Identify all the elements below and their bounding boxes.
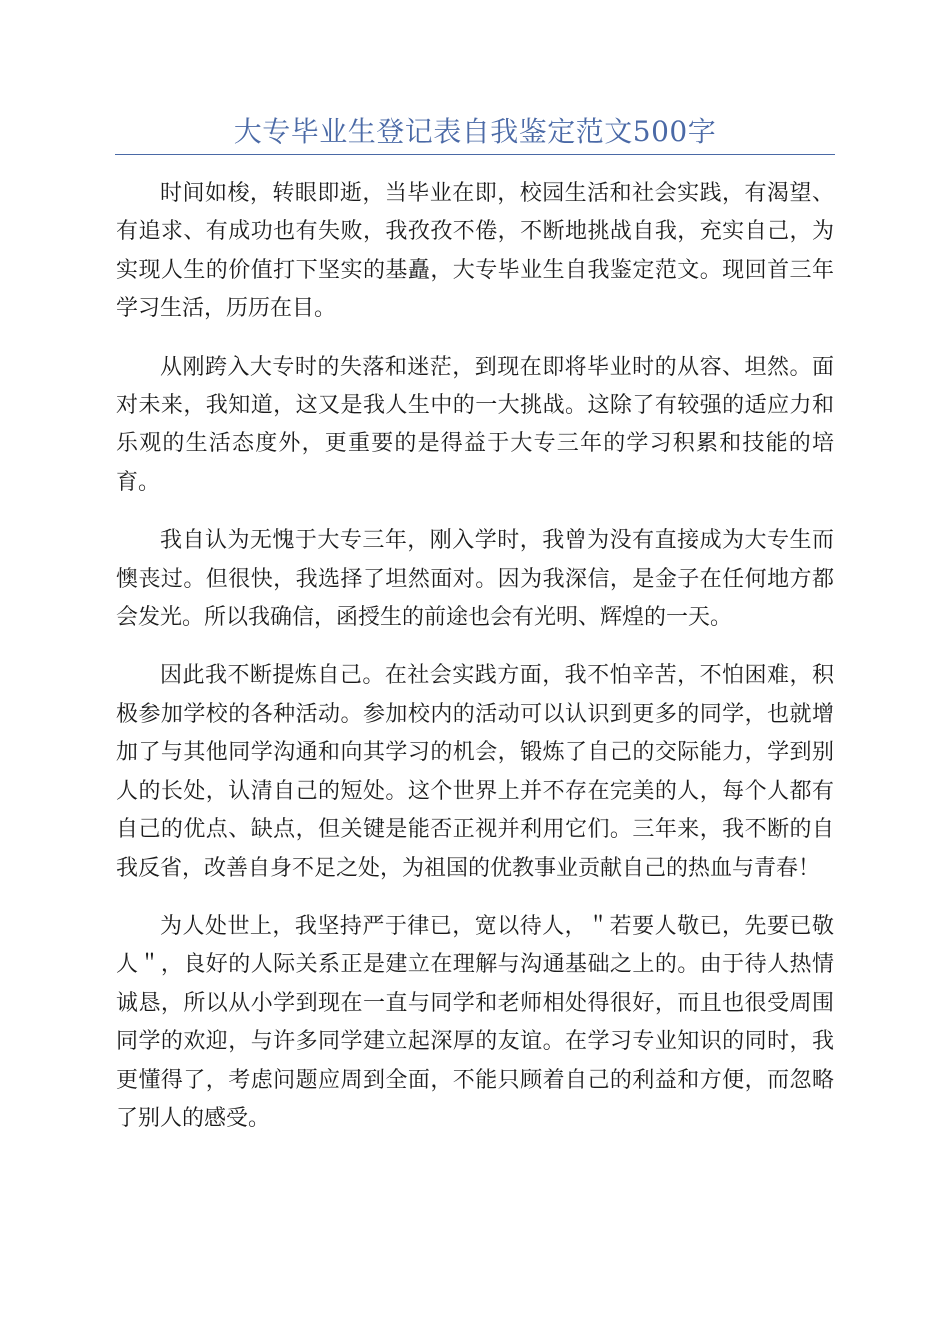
title-underline (115, 154, 835, 155)
paragraph-1: 时间如梭，转眼即逝，当毕业在即，校园生活和社会实践，有渴望、有追求、有成功也有失败，我孜孜不倦，不断地挑战自我，充实自己，为实现人生的价值打下坚实的基矗，大专毕业生自我鉴定范文。现回首三年学习生活，历历在目。 (116, 181, 834, 322)
document-title: 大专毕业生登记表自我鉴定范文500字 (233, 115, 717, 148)
paragraph-5: 为人处世上，我坚持严于律已，宽以待人，＂若要人敬已，先要已敬人＂，良好的人际关系正是建立在理解与沟通基础之上的。由于待人热情诚恳，所以从小学到现在一直与同学和老师相处得很好，而且也很受周围同学的欢迎，与许多同学建立起深厚的友谊。在学习专业知识的同时，我更懂得了，考虑问题应周到全面，不能只顾着自己的利益和方便，而忽略了别人的感受。 (116, 913, 834, 1131)
paragraph-3: 我自认为无愧于大专三年，刚入学时，我曾为没有直接成为大专生而懊丧过。但很快，我选择了坦然面对。因为我深信，是金子在任何地方都会发光。所以我确信，函授生的前途也会有光明、辉煌的一天。 (116, 528, 834, 631)
paragraph-4: 因此我不断提炼自己。在社会实践方面，我不怕辛苦，不怕困难，积极参加学校的各种活动。参加校内的活动可以认识到更多的同学，也就增加了与其他同学沟通和向其学习的机会，锻炼了自己的交际能力，学到别人的长处，认清自己的短处。这个世界上并不存在完美的人，每个人都有自己的优点、缺点，但关键是能否正视并利用它们。三年来，我不断的自我反省，改善自身不足之处，为祖国的优教事业贡献自己的热血与青春！ (116, 663, 834, 881)
paragraph-2: 从刚跨入大专时的失落和迷茫，到现在即将毕业时的从容、坦然。面对未来，我知道，这又是我人生中的一大挑战。这除了有较强的适应力和乐观的生活态度外，更重要的是得益于大专三年的学习积累和技能的培育。 (116, 354, 834, 495)
document-body (116, 175, 834, 1158)
